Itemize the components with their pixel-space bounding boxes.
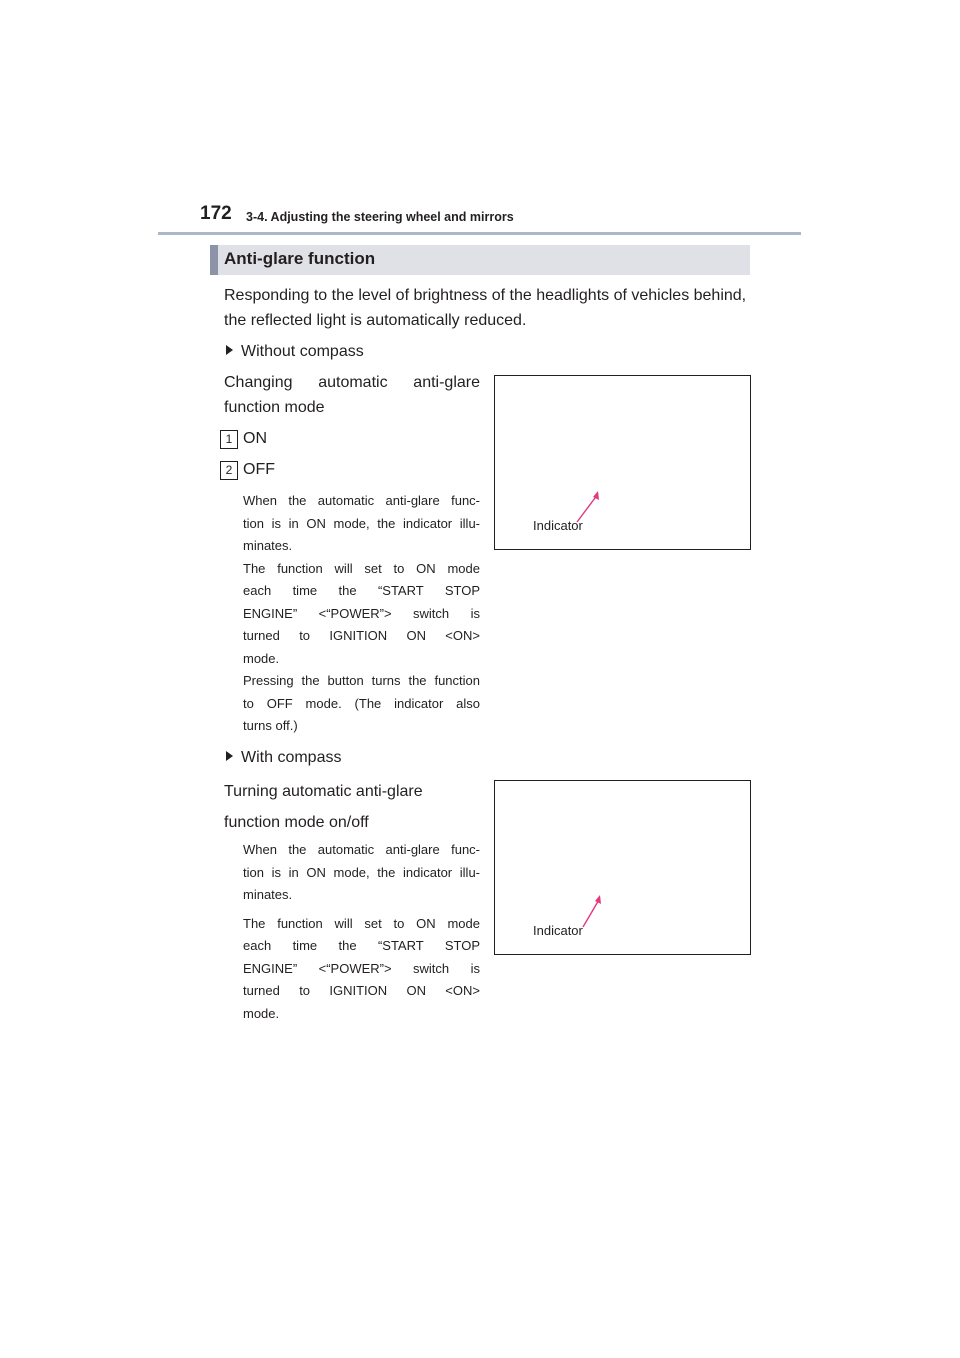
triangle-bullet-icon: [226, 751, 233, 761]
with-compass-notes: [243, 839, 480, 1025]
note-line: The function will set to ON mode: [243, 915, 480, 931]
note-line: turned to IGNITION ON <ON>: [243, 983, 480, 998]
step-number-1: 1: [220, 430, 238, 449]
intro-line: the reflected light is automatically reduced.: [224, 312, 527, 329]
note-line: ENGINE” <“POWER”> switch is: [243, 605, 480, 621]
page-number: 172: [200, 203, 232, 224]
description-line: Changing automatic anti-glare: [224, 374, 480, 391]
mirror-figure-with-compass: [494, 780, 751, 955]
indicator-label: Indicator: [533, 518, 583, 533]
note-line: minates.: [243, 538, 293, 553]
heading-text: Anti-glare function: [224, 249, 376, 268]
mirror-figure-without-compass: [494, 375, 751, 550]
note-line: each time the “START STOP: [243, 583, 480, 598]
header-rule: [158, 232, 801, 235]
note-line: ENGINE” <“POWER”> switch is: [243, 960, 480, 976]
without-compass-description: [224, 370, 480, 420]
item-off-label: OFF: [243, 461, 275, 478]
note-line: to OFF mode. (The indicator also: [243, 695, 480, 711]
note-line: turned to IGNITION ON <ON>: [243, 628, 480, 643]
intro-line: Responding to the level of brightness of the headlights of vehicles behind,: [224, 287, 747, 304]
subsection-without-compass-title: Without compass: [226, 339, 364, 364]
heading-accent-bar: [210, 245, 218, 275]
note-line: tion is in ON mode, the indicator illu-: [243, 864, 480, 880]
description-line: Turning automatic anti-glare: [224, 783, 423, 800]
subsection-with-compass-title: With compass: [226, 745, 341, 770]
note-line: When the automatic anti-glare func-: [243, 493, 480, 508]
item-on-label: ON: [243, 430, 267, 447]
without-compass-notes: [243, 490, 480, 738]
note-line: each time the “START STOP: [243, 938, 480, 953]
with-compass-description: [224, 776, 480, 838]
section-heading: [210, 245, 750, 275]
section-title: 3-4. Adjusting the steering wheel and mirrors: [246, 210, 514, 224]
note-line: mode.: [243, 650, 280, 666]
indicator-label: Indicator: [533, 923, 583, 938]
note-line: minates.: [243, 887, 293, 902]
note-line: When the automatic anti-glare func-: [243, 842, 480, 857]
description-line: function mode: [224, 399, 325, 416]
note-line: mode.: [243, 1005, 280, 1021]
note-line: The function will set to ON mode: [243, 560, 480, 576]
note-line: tion is in ON mode, the indicator illu-: [243, 515, 480, 531]
intro-paragraph: [224, 283, 764, 333]
note-line: turns off.): [243, 718, 298, 733]
step-number-2: 2: [220, 461, 238, 480]
triangle-bullet-icon: [226, 345, 233, 355]
description-line: function mode on/off: [224, 814, 369, 831]
note-line: Pressing the button turns the function: [243, 673, 480, 688]
